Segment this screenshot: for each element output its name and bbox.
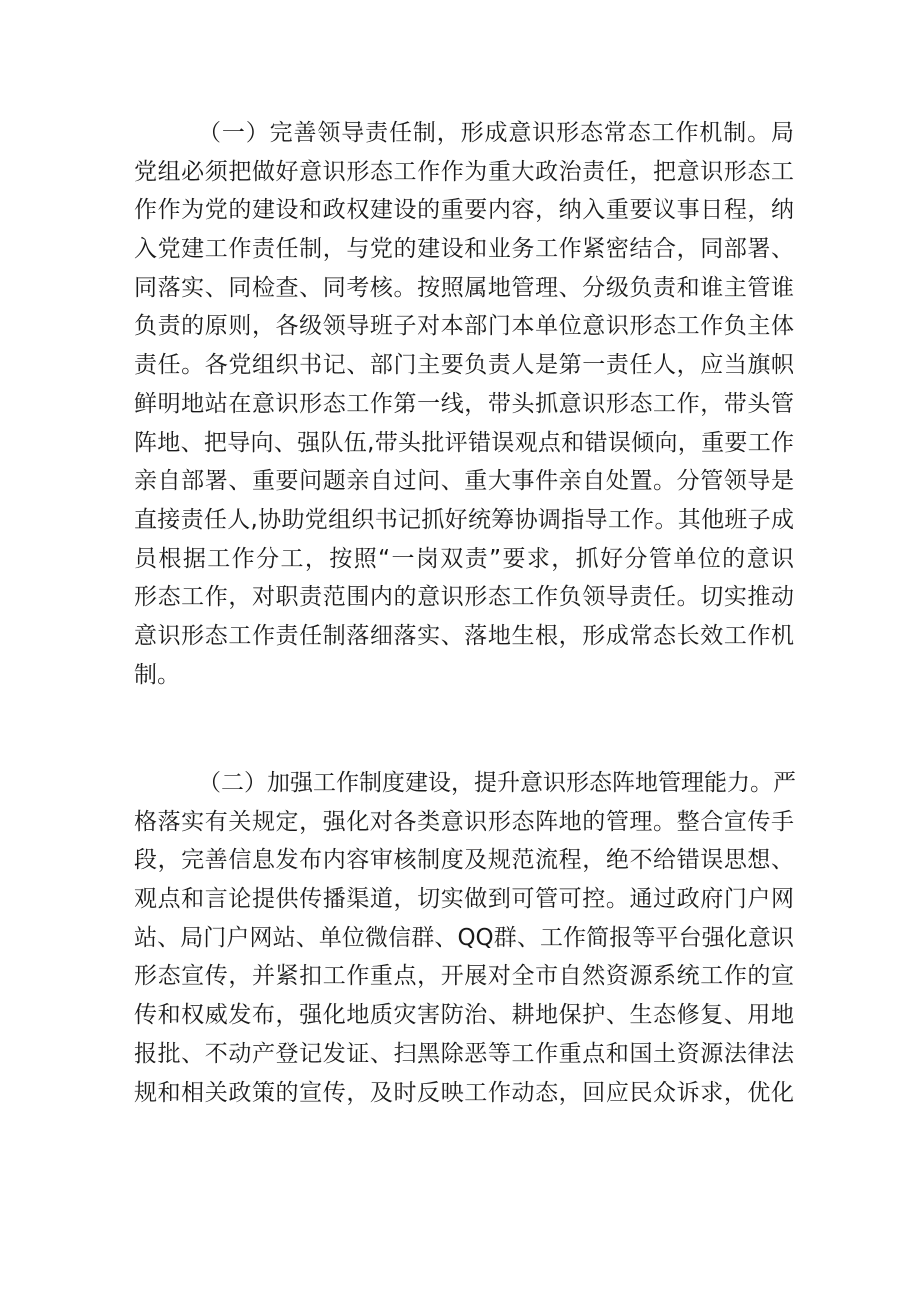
paragraph-line: 规和相关政策的宣传，及时反映工作动态，回应民众诉求，优化	[134, 1079, 794, 1106]
paragraph-line: （一）完善领导责任制，形成意识形态常态工作机制。局	[198, 120, 794, 146]
paragraph-line: 形态宣传，并紧扣工作重点，开展对全市自然资源系统工作的宣	[134, 963, 794, 990]
paragraph-line: 责任。各党组织书记、部门主要负责人是第一责任人，应当旗帜	[134, 352, 794, 379]
paragraph-line: 员根据工作分工，按照“一岗双责”要求，抓好分管单位的意识	[134, 545, 794, 572]
paragraph-line: （二）加强工作制度建设，提升意识形态阵地管理能力。严	[198, 770, 796, 796]
paragraph-line: 观点和言论提供传播渠道，切实做到可管可控。通过政府门户网	[134, 886, 794, 913]
paragraph-line-last: 制。	[134, 661, 180, 688]
paragraph-line: 阵地、把导向、强队伍,带头批评错误观点和错误倾向，重要工作	[134, 429, 794, 456]
paragraph-line: 入党建工作责任制，与党的建设和业务工作紧密结合，同部署、	[134, 236, 794, 263]
paragraph-line: 形态工作，对职责范围内的意识形态工作负领导责任。切实推动	[134, 584, 794, 611]
paragraph-line: 站、局门户网站、单位微信群、QQ群、工作简报等平台强化意识	[134, 924, 794, 951]
paragraph-line: 报批、不动产登记发证、扫黑除恶等工作重点和国土资源法律法	[134, 1040, 794, 1067]
paragraph-line: 鲜明地站在意识形态工作第一线，带头抓意识形态工作，带头管	[134, 390, 794, 417]
paragraph-line: 党组必须把做好意识形态工作作为重大政治责任，把意识形态工	[134, 158, 794, 185]
paragraph-line: 段，完善信息发布内容审核制度及规范流程，绝不给错误思想、	[134, 847, 794, 874]
paragraph-leadership-responsibility	[134, 114, 794, 694]
paragraph-line: 同落实、同检查、同考核。按照属地管理、分级负责和谁主管谁	[134, 274, 794, 301]
paragraph-line: 直接责任人,协助党组织书记抓好统筹协调指导工作。其他班子成	[134, 506, 794, 533]
paragraph-line: 格落实有关规定，强化对各类意识形态阵地的管理。整合宣传手	[134, 808, 794, 835]
paragraph-line: 作作为党的建设和政权建设的重要内容，纳入重要议事日程，纳	[134, 197, 794, 224]
paragraph-line: 传和权威发布，强化地质灾害防治、耕地保护、生态修复、用地	[134, 1002, 794, 1029]
paragraph-line: 亲自部署、重要问题亲自过问、重大事件亲自处置。分管领导是	[134, 468, 794, 495]
paragraph-system-building	[134, 764, 794, 1112]
paragraph-line: 意识形态工作责任制落细落实、落地生根，形成常态长效工作机	[134, 622, 794, 649]
paragraph-line: 负责的原则，各级领导班子对本部门本单位意识形态工作负主体	[134, 313, 794, 340]
